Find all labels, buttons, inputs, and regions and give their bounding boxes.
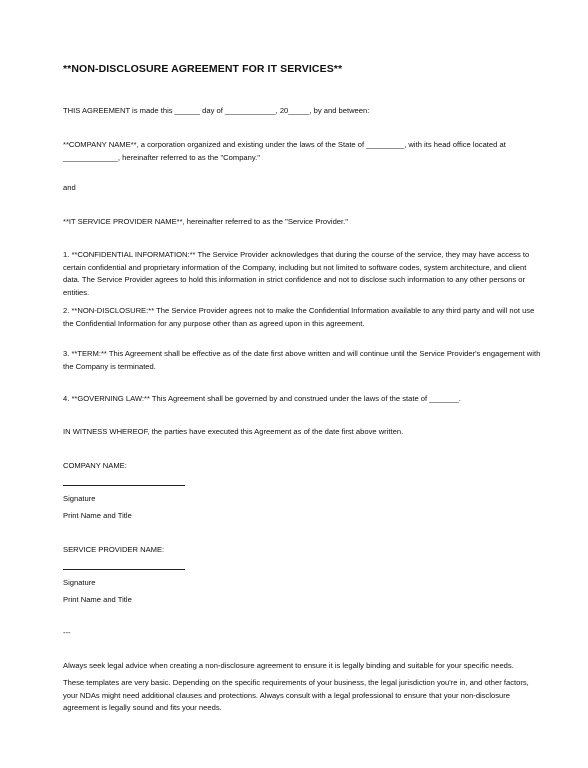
clause-governing-law: 4. **GOVERNING LAW:** This Agreement shall be governed by and construed under the laws of the state of _______.	[63, 394, 461, 403]
company-signature-heading: COMPANY NAME:	[63, 461, 127, 470]
witness-statement: IN WITNESS WHEREOF, the parties have executed this Agreement as of the date first above written.	[63, 427, 404, 436]
provider-signature-label: Signature	[63, 578, 96, 587]
document-title: **NON-DISCLOSURE AGREEMENT FOR IT SERVICES**	[63, 63, 343, 75]
provider-signature-heading: SERVICE PROVIDER NAME:	[63, 545, 165, 554]
legal-advice-note: Always seek legal advice when creating a non-disclosure agreement to ensure it is legally binding and suitable for your specific needs.	[63, 661, 514, 670]
agreement-intro: THIS AGREEMENT is made this ______ day of ____________, 20_____, by and between:	[63, 106, 370, 115]
company-party-paragraph: **COMPANY NAME**, a corporation organized and existing under the laws of the State of _________, with its head office located at _____________, hereinafter referred to as the "Company."	[63, 140, 506, 162]
template-disclaimer-note: These templates are very basic. Depending on the specific requirements of your business, the legal jurisdiction you're in, and other factors, your NDAs might need additional clauses and protections. Always consult with a legal professional to ensure that your non-disclosure agreement is legally sound and fits your needs.	[63, 678, 529, 712]
provider-party-paragraph: **IT SERVICE PROVIDER NAME**, hereinafter referred to as the "Service Provider."	[63, 217, 348, 226]
company-signature-label: Signature	[63, 494, 96, 503]
clause-confidential-information: 1. **CONFIDENTIAL INFORMATION:** The Service Provider acknowledges that during the course of the service, they may have access to certain confidential and proprietary information of the Company, including but not limited to software codes, system architecture, and client data. The Service Provider agrees to hold this information in strict confidence and not to disclose such information to any other persons or entities.	[63, 250, 530, 297]
section-separator: ---	[63, 628, 71, 637]
provider-signature-line	[63, 569, 185, 570]
company-print-name-label: Print Name and Title	[63, 511, 132, 520]
clause-non-disclosure: 2. **NON-DISCLOSURE:** The Service Provider agrees not to make the Confidential Information available to any third party and will not use the Confidential Information for any purpose other than as agreed upon in this agreement.	[63, 306, 535, 328]
and-connector: and	[63, 183, 76, 192]
provider-print-name-label: Print Name and Title	[63, 595, 132, 604]
clause-term: 3. **TERM:** This Agreement shall be effective as of the date first above written and will continue until the Service Provider's engagement with the Company is terminated.	[63, 349, 541, 371]
company-signature-line	[63, 485, 185, 486]
